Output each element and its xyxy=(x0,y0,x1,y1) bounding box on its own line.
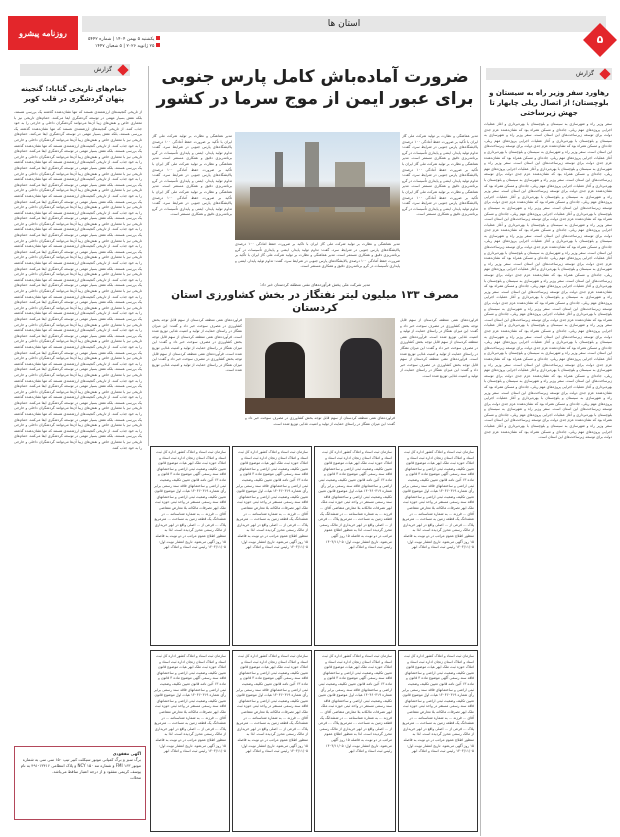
right-article-body: سفر وزیر راه و شهرسازی به سیستان و بلوچستان با بهره‌برداری و آغاز عملیات اجرایی پروژه‌های مهم ریلی، جاده‌ای و مسکن همراه بود که نشان‌دهنده عزم جدی دولت برای توسعه زیرساخت‌های این استان است. سفر وزیر راه و شهرسازی به سیستان و بلوچستان با بهره‌برداری و آغاز عملیات اجرایی پروژه‌های مهم ریلی، جاده‌ای و مسکن همراه بود که نشان‌دهنده عزم جدی دولت برای توسعه زیرساخت‌های این استان است. سفر وزیر راه و شهرسازی به سیستان و بلوچستان با بهره‌برداری و آغاز عملیات اجرایی پروژه‌های مهم ریلی، جاده‌ای و مسکن همراه بود که نشان‌دهنده عزم جدی دولت برای توسعه زیرساخت‌های این استان است. سفر وزیر راه و شهرسازی به سیستان و بلوچستان با بهره‌برداری و آغاز عملیات اجرایی پروژه‌های مهم ریلی، جاده‌ای و مسکن همراه بود که نشان‌دهنده عزم جدی دولت برای توسعه زیرساخت‌های این استان است. سفر وزیر راه و شهرسازی به سیستان و بلوچستان با بهره‌برداری و آغاز عملیات اجرایی پروژه‌های مهم ریلی، جاده‌ای و مسکن همراه بود که نشان‌دهنده عزم جدی دولت برای توسعه زیرساخت‌های این استان است. سفر وزیر راه و شهرسازی به سیستان و بلوچستان با بهره‌برداری و آغاز عملیات اجرایی پروژه‌های مهم ریلی، جاده‌ای و مسکن همراه بود که نشان‌دهنده عزم جدی دولت برای توسعه زیرساخت‌های این استان است. سفر وزیر راه و شهرسازی به سیستان و بلوچستان با بهره‌برداری و آغاز عملیات اجرایی پروژه‌های مهم ریلی، جاده‌ای و مسکن همراه بود که نشان‌دهنده عزم جدی دولت برای توسعه زیرساخت‌های این استان است. سفر وزیر راه و شهرسازی به سیستان و بلوچستان با بهره‌برداری و آغاز عملیات اجرایی پروژه‌های مهم ریلی، جاده‌ای و مسکن همراه بود که نشان‌دهنده عزم جدی دولت برای توسعه زیرساخت‌های این استان است. سفر وزیر راه و شهرسازی به سیستان و بلوچستان با بهره‌برداری و آغاز عملیات اجرایی پروژه‌های مهم ریلی، جاده‌ای و مسکن همراه بود که نشان‌دهنده عزم جدی دولت برای توسعه زیرساخت‌های این استان است. سفر وزیر راه و شهرسازی به سیستان و بلوچستان با بهره‌برداری و آغاز عملیات اجرایی پروژه‌های مهم ریلی، جاده‌ای و مسکن همراه بود که نشان‌دهنده عزم جدی دولت برای توسعه زیرساخت‌های این استان است. سفر وزیر راه و شهرسازی به سیستان و بلوچستان با بهره‌برداری و آغاز عملیات اجرایی پروژه‌های مهم ریلی، جاده‌ای و مسکن همراه بود که نشان‌دهنده عزم جدی دولت برای توسعه زیرساخت‌های این استان است. سفر وزیر راه و شهرسازی به سیستان و بلوچستان با بهره‌برداری و آغاز عملیات اجرایی پروژه‌های مهم ریلی، جاده‌ای و مسکن همراه بود که نشان‌دهنده عزم جدی دولت برای توسعه زیرساخت‌های این استان است. سفر وزیر راه و شهرسازی به سیستان و بلوچستان با بهره‌برداری و آغاز عملیات اجرایی پروژه‌های مهم ریلی، جاده‌ای و مسکن همراه بود که نشان‌دهنده عزم جدی دولت برای توسعه زیرساخت‌های این استان است. سفر وزیر راه و شهرسازی به سیستان و بلوچستان با بهره‌برداری و آغاز عملیات اجرایی پروژه‌های مهم ریلی، جاده‌ای و مسکن همراه بود که نشان‌دهنده عزم جدی دولت برای توسعه زیرساخت‌های این استان است. سفر وزیر راه و شهرسازی به سیستان و بلوچستان با بهره‌برداری و آغاز عملیات اجرایی پروژه‌های مهم ریلی، جاده‌ای و مسکن همراه بود که نشان‌دهنده عزم جدی دولت برای توسعه زیرساخت‌های این استان است. سفر وزیر راه و شهرسازی به سیستان و بلوچستان با بهره‌برداری و آغاز عملیات اجرایی پروژه‌های مهم ریلی، جاده‌ای و مسکن همراه بود که نشان‌دهنده عزم جدی دولت برای توسعه زیرساخت‌های این استان است. سفر وزیر راه و شهرسازی به سیستان و بلوچستان با بهره‌برداری و آغاز عملیات اجرایی پروژه‌های مهم ریلی، جاده‌ای و مسکن همراه بود که نشان‌دهنده عزم جدی دولت برای توسعه زیرساخت‌های این استان است. سفر وزیر راه و شهرسازی به سیستان و بلوچستان با بهره‌برداری و آغاز عملیات اجرایی پروژه‌های مهم ریلی، جاده‌ای و مسکن همراه بود که نشان‌دهنده عزم جدی دولت برای توسعه زیرساخت‌های این استان است. سفر وزیر راه و شهرسازی به سیستان و بلوچستان با بهره‌برداری و آغاز عملیات اجرایی پروژه‌های مهم ریلی، جاده‌ای و مسکن همراه بود که نشان‌دهنده عزم جدی دولت برای توسعه زیرساخت‌های این استان است. سفر وزیر راه و شهرسازی به سیستان و بلوچستان با بهره‌برداری و آغاز عملیات اجرایی پروژه‌های مهم ریلی، جاده‌ای و مسکن همراه بود که نشان‌دهنده عزم جدی دولت برای توسعه زیرساخت‌های این استان است. سفر وزیر راه و شهرسازی به سیستان و بلوچستان با بهره‌برداری و آغاز عملیات اجرایی پروژه‌های مهم ریلی، جاده‌ای و مسکن همراه بود که نشان‌دهنده عزم جدی دولت برای توسعه زیرساخت‌های این استان است. سفر وزیر راه و شهرسازی به سیستان و بلوچستان با بهره‌برداری و آغاز عملیات اجرایی پروژه‌های مهم ریلی، جاده‌ای و مسکن همراه بود که نشان‌دهنده عزم جدی دولت برای توسعه زیرساخت‌های این استان است. xyxy=(484,122,612,440)
second-article-body-col2: فرآورده‌های نفتی منطقه کردستان از سهم قابل توجه بخش کشاورزی در مصرف سوخت خبر داد و گفت: این میزان نفتگاز در راستای حمایت از تولید و امنیت غذایی توزیع شده است. xyxy=(245,416,395,426)
legal-notice: سازمان ثبت اسناد و املاک کشور اداره کل ثبت اسناد و املاک استان زنجان اداره ثبت اسناد و املاک حوزه ثبت ملک ابهر هیات موضوع قانون تعیین تکلیف وضعیت ثبتی اراضی و ساختمانهای فاقد سند رسمی آگهی موضوع ماده ۳ قانون و ماده ۱۳ آئین نامه قانون تعیین تکلیف وضعیت ثبتی اراضی و ساختمانهای فاقد سند رسمی برابر رأی شماره ۱۴۰۴۶۰۳۱۹ هیات اول موضوع قانون تعیین تکلیف وضعیت ثبتی اراضی و ساختمانهای فاقد سند رسمی مستقر در واحد ثبتی حوزه ثبت ملک ابهر تصرفات مالکانه بلا معارض متقاضی آقای ... فرزند ... به شماره شناسنامه ... در ششدانگ یک قطعه زمین به مساحت ... مترمربع پلاک ... فرعی از ... اصلی واقع در ابهر خریداری از مالک رسمی محرز گردیده است. لذا به منظور اطلاع عموم مراتب در دو نوبت به فاصله ۱۵ روز آگهی می‌شود. تاریخ انتشار نوبت اول: ۱۴۰۴/۱۱/۰۵ رئیس ثبت اسناد و املاک ابهر xyxy=(232,650,312,832)
legal-notice: سازمان ثبت اسناد و املاک کشور اداره کل ثبت اسناد و املاک استان زنجان اداره ثبت اسناد و املاک حوزه ثبت ملک ابهر هیات موضوع قانون تعیین تکلیف وضعیت ثبتی اراضی و ساختمانهای فاقد سند رسمی آگهی موضوع ماده ۳ قانون و ماده ۱۳ آئین نامه قانون تعیین تکلیف وضعیت ثبتی اراضی و ساختمانهای فاقد سند رسمی برابر رأی شماره ۱۴۰۴۶۰۳۱۹ هیات اول موضوع قانون تعیین تکلیف وضعیت ثبتی اراضی و ساختمانهای فاقد سند رسمی مستقر در واحد ثبتی حوزه ثبت ملک ابهر تصرفات مالکانه بلا معارض متقاضی آقای ... فرزند ... به شماره شناسنامه ... در ششدانگ یک قطعه زمین به مساحت ... مترمربع پلاک ... فرعی از ... اصلی واقع در ابهر خریداری از مالک رسمی محرز گردیده است. لذا به منظور اطلاع عموم مراتب در دو نوبت به فاصله ۱۵ روز آگهی می‌شود. تاریخ انتشار نوبت اول: ۱۴۰۴/۱۱/۰۵ رئیس ثبت اسناد و املاک ابهر xyxy=(398,446,478,646)
page-number: ۵ xyxy=(596,33,604,46)
section-label: گزارش xyxy=(575,70,594,77)
diamond-icon xyxy=(117,64,128,75)
meeting-photo xyxy=(245,318,395,414)
main-article-body-col2: مدیر هماهنگی و نظارت بر تولید شرکت ملی گاز ایران با تأکید بر ضرورت حفظ آمادگی ۱۰۰ درصدی پالایشگاه‌های پارس جنوبی در شرایط سرد، گفت: تداوم تولید پایدار، ایمنی و پایداری تأسیسات در گرو برنامه‌ریزی دقیق و همکاری مستمر است. مدیر هماهنگی و نظارت بر تولید شرکت ملی گاز ایران با تأکید بر ضرورت حفظ آمادگی ۱۰۰ درصدی پالایشگاه‌های پارس جنوبی در شرایط سرد، گفت: تداوم تولید پایدار، ایمنی و پایداری تأسیسات در گرو برنامه‌ریزی دقیق و همکاری مستمر است. xyxy=(235,242,400,269)
main-article-body-col3: مدیر هماهنگی و نظارت بر تولید شرکت ملی گاز ایران با تأکید بر ضرورت حفظ آمادگی ۱۰۰ درصدی پالایشگاه‌های پارس جنوبی در شرایط سرد، گفت: تداوم تولید پایدار، ایمنی و پایداری تأسیسات در گرو برنامه‌ریزی دقیق و همکاری مستمر است. مدیر هماهنگی و نظارت بر تولید شرکت ملی گاز ایران با تأکید بر ضرورت حفظ آمادگی ۱۰۰ درصدی پالایشگاه‌های پارس جنوبی در شرایط سرد، گفت: تداوم تولید پایدار، ایمنی و پایداری تأسیسات در گرو برنامه‌ریزی دقیق و همکاری مستمر است. مدیر هماهنگی و نظارت بر تولید شرکت ملی گاز ایران با تأکید بر ضرورت حفظ آمادگی ۱۰۰ درصدی پالایشگاه‌های پارس جنوبی در شرایط سرد، گفت: تداوم تولید پایدار، ایمنی و پایداری تأسیسات در گرو برنامه‌ریزی دقیق و همکاری مستمر است. xyxy=(152,134,232,217)
legal-notice: سازمان ثبت اسناد و املاک کشور اداره کل ثبت اسناد و املاک استان زنجان اداره ثبت اسناد و املاک حوزه ثبت ملک ابهر هیات موضوع قانون تعیین تکلیف وضعیت ثبتی اراضی و ساختمانهای فاقد سند رسمی آگهی موضوع ماده ۳ قانون و ماده ۱۳ آئین نامه قانون تعیین تکلیف وضعیت ثبتی اراضی و ساختمانهای فاقد سند رسمی برابر رأی شماره ۱۴۰۴۶۰۳۱۹ هیات اول موضوع قانون تعیین تکلیف وضعیت ثبتی اراضی و ساختمانهای فاقد سند رسمی مستقر در واحد ثبتی حوزه ثبت ملک ابهر تصرفات مالکانه بلا معارض متقاضی آقای ... فرزند ... به شماره شناسنامه ... در ششدانگ یک قطعه زمین به مساحت ... مترمربع پلاک ... فرعی از ... اصلی واقع در ابهر خریداری از مالک رسمی محرز گردیده است. لذا به منظور اطلاع عموم مراتب در دو نوبت به فاصله ۱۵ روز آگهی می‌شود. تاریخ انتشار نوبت اول: ۱۴۰۴/۱۱/۰۵ رئیس ثبت اسناد و املاک ابهر xyxy=(314,446,396,646)
right-section-header xyxy=(486,68,612,80)
section-title: استان ها xyxy=(327,19,361,29)
main-article-body-col1: مدیر هماهنگی و نظارت بر تولید شرکت ملی گاز ایران با تأکید بر ضرورت حفظ آمادگی ۱۰۰ درصدی پالایشگاه‌های پارس جنوبی در شرایط سرد، گفت: تداوم تولید پایدار، ایمنی و پایداری تأسیسات در گرو برنامه‌ریزی دقیق و همکاری مستمر است. مدیر هماهنگی و نظارت بر تولید شرکت ملی گاز ایران با تأکید بر ضرورت حفظ آمادگی ۱۰۰ درصدی پالایشگاه‌های پارس جنوبی در شرایط سرد، گفت: تداوم تولید پایدار، ایمنی و پایداری تأسیسات در گرو برنامه‌ریزی دقیق و همکاری مستمر است. مدیر هماهنگی و نظارت بر تولید شرکت ملی گاز ایران با تأکید بر ضرورت حفظ آمادگی ۱۰۰ درصدی پالایشگاه‌های پارس جنوبی در شرایط سرد، گفت: تداوم تولید پایدار، ایمنی و پایداری تأسیسات در گرو برنامه‌ریزی دقیق و همکاری مستمر است. xyxy=(402,134,478,217)
date-line: ۲۵ ژانویه ۲۰۲۶ | ۵ شعبان ۱۴۴۷ xyxy=(95,44,155,49)
issue-date xyxy=(88,36,160,50)
page-number-badge xyxy=(583,23,617,57)
legal-notice: سازمان ثبت اسناد و املاک کشور اداره کل ثبت اسناد و املاک استان زنجان اداره ثبت اسناد و املاک حوزه ثبت ملک ابهر هیات موضوع قانون تعیین تکلیف وضعیت ثبتی اراضی و ساختمانهای فاقد سند رسمی آگهی موضوع ماده ۳ قانون و ماده ۱۳ آئین نامه قانون تعیین تکلیف وضعیت ثبتی اراضی و ساختمانهای فاقد سند رسمی برابر رأی شماره ۱۴۰۴۶۰۳۱۹ هیات اول موضوع قانون تعیین تکلیف وضعیت ثبتی اراضی و ساختمانهای فاقد سند رسمی مستقر در واحد ثبتی حوزه ثبت ملک ابهر تصرفات مالکانه بلا معارض متقاضی آقای ... فرزند ... به شماره شناسنامه ... در ششدانگ یک قطعه زمین به مساحت ... مترمربع پلاک ... فرعی از ... اصلی واقع در ابهر خریداری از مالک رسمی محرز گردیده است. لذا به منظور اطلاع عموم مراتب در دو نوبت به فاصله ۱۵ روز آگهی می‌شود. تاریخ انتشار نوبت اول: ۱۴۰۴/۱۱/۰۵ رئیس ثبت اسناد و املاک ابهر xyxy=(398,650,478,832)
main-headline: ضرورت آماده‌باش کامل پارس جنوبی برای عبور ایمن از موج سرما در کشور xyxy=(156,67,474,109)
second-kicker: مدیر شرکت ملی پخش فرآورده‌های نفتی منطقه کردستان خبر داد: xyxy=(259,282,371,287)
diamond-icon xyxy=(599,68,610,79)
left-section-header xyxy=(20,64,130,76)
refinery-photo xyxy=(235,132,400,240)
section-bar xyxy=(82,16,606,32)
ad-body: برگ سبز و برگ کمپانی موتور سیکلت کبیر تیپ ۱۵۰ سی سی به شماره موتور FMI ۱۶۳ و شماره تنه NCY ۱۵۰ و پلاک انتظامی ۱۳۴۱۶-۴۹۱ به نام یوسف کریمی مفقود و از درجه اعتبار ساقط می‌باشد. xyxy=(20,757,141,774)
newspaper-logo xyxy=(8,16,78,50)
date-line: یکشنبه ۵ بهمن ۱۴۰۴ | شماره ۵۴۴۲ xyxy=(88,37,155,42)
second-article-body-col1: فرآورده‌های نفتی منطقه کردستان از سهم قابل توجه بخش کشاورزی در مصرف سوخت خبر داد و گفت: این میزان نفتگاز در راستای حمایت از تولید و امنیت غذایی توزیع شده است. فرآورده‌های نفتی منطقه کردستان از سهم قابل توجه بخش کشاورزی در مصرف سوخت خبر داد و گفت: این میزان نفتگاز در راستای حمایت از تولید و امنیت غذایی توزیع شده است. فرآورده‌های نفتی منطقه کردستان از سهم قابل توجه بخش کشاورزی در مصرف سوخت خبر داد و گفت: این میزان نفتگاز در راستای حمایت از تولید و امنیت غذایی توزیع شده است. xyxy=(400,318,478,378)
second-article-body-col3: فرآورده‌های نفتی منطقه کردستان از سهم قابل توجه بخش کشاورزی در مصرف سوخت خبر داد و گفت: این میزان نفتگاز در راستای حمایت از تولید و امنیت غذایی توزیع شده است. فرآورده‌های نفتی منطقه کردستان از سهم قابل توجه بخش کشاورزی در مصرف سوخت خبر داد و گفت: این میزان نفتگاز در راستای حمایت از تولید و امنیت غذایی توزیع شده است. فرآورده‌های نفتی منطقه کردستان از سهم قابل توجه بخش کشاورزی در مصرف سوخت خبر داد و گفت: این میزان نفتگاز در راستای حمایت از تولید و امنیت غذایی توزیع شده است. xyxy=(152,318,242,373)
right-headline: رهاورد سفر وزیر راه به سیستان و بلوچستان؛ از اتصال ریلی چابهار تا جهش زیرساختی xyxy=(489,89,609,117)
legal-notice: سازمان ثبت اسناد و املاک کشور اداره کل ثبت اسناد و املاک استان زنجان اداره ثبت اسناد و املاک حوزه ثبت ملک ابهر هیات موضوع قانون تعیین تکلیف وضعیت ثبتی اراضی و ساختمانهای فاقد سند رسمی آگهی موضوع ماده ۳ قانون و ماده ۱۳ آئین نامه قانون تعیین تکلیف وضعیت ثبتی اراضی و ساختمانهای فاقد سند رسمی برابر رأی شماره ۱۴۰۴۶۰۳۱۹ هیات اول موضوع قانون تعیین تکلیف وضعیت ثبتی اراضی و ساختمانهای فاقد سند رسمی مستقر در واحد ثبتی حوزه ثبت ملک ابهر تصرفات مالکانه بلا معارض متقاضی آقای ... فرزند ... به شماره شناسنامه ... در ششدانگ یک قطعه زمین به مساحت ... مترمربع پلاک ... فرعی از ... اصلی واقع در ابهر خریداری از مالک رسمی محرز گردیده است. لذا به منظور اطلاع عموم مراتب در دو نوبت به فاصله ۱۵ روز آگهی می‌شود. تاریخ انتشار نوبت اول: ۱۴۰۴/۱۱/۰۵ رئیس ثبت اسناد و املاک ابهر xyxy=(150,650,230,832)
legal-notice: سازمان ثبت اسناد و املاک کشور اداره کل ثبت اسناد و املاک استان زنجان اداره ثبت اسناد و املاک حوزه ثبت ملک ابهر هیات موضوع قانون تعیین تکلیف وضعیت ثبتی اراضی و ساختمانهای فاقد سند رسمی آگهی موضوع ماده ۳ قانون و ماده ۱۳ آئین نامه قانون تعیین تکلیف وضعیت ثبتی اراضی و ساختمانهای فاقد سند رسمی برابر رأی شماره ۱۴۰۴۶۰۳۱۹ هیات اول موضوع قانون تعیین تکلیف وضعیت ثبتی اراضی و ساختمانهای فاقد سند رسمی مستقر در واحد ثبتی حوزه ثبت ملک ابهر تصرفات مالکانه بلا معارض متقاضی آقای ... فرزند ... به شماره شناسنامه ... در ششدانگ یک قطعه زمین به مساحت ... مترمربع پلاک ... فرعی از ... اصلی واقع در ابهر خریداری از مالک رسمی محرز گردیده است. لذا به منظور اطلاع عموم مراتب در دو نوبت به فاصله ۱۵ روز آگهی می‌شود. تاریخ انتشار نوبت اول: ۱۴۰۴/۱۱/۰۵ رئیس ثبت اسناد و املاک ابهر xyxy=(232,446,312,646)
section-label: گزارش xyxy=(93,66,112,73)
ad-place: محلات xyxy=(130,775,141,780)
lost-notice-ad xyxy=(14,746,146,820)
legal-notice: سازمان ثبت اسناد و املاک کشور اداره کل ثبت اسناد و املاک استان زنجان اداره ثبت اسناد و املاک حوزه ثبت ملک ابهر هیات موضوع قانون تعیین تکلیف وضعیت ثبتی اراضی و ساختمانهای فاقد سند رسمی آگهی موضوع ماده ۳ قانون و ماده ۱۳ آئین نامه قانون تعیین تکلیف وضعیت ثبتی اراضی و ساختمانهای فاقد سند رسمی برابر رأی شماره ۱۴۰۴۶۰۳۱۹ هیات اول موضوع قانون تعیین تکلیف وضعیت ثبتی اراضی و ساختمانهای فاقد سند رسمی مستقر در واحد ثبتی حوزه ثبت ملک ابهر تصرفات مالکانه بلا معارض متقاضی آقای ... فرزند ... به شماره شناسنامه ... در ششدانگ یک قطعه زمین به مساحت ... مترمربع پلاک ... فرعی از ... اصلی واقع در ابهر خریداری از مالک رسمی محرز گردیده است. لذا به منظور اطلاع عموم مراتب در دو نوبت به فاصله ۱۵ روز آگهی می‌شود. تاریخ انتشار نوبت اول: ۱۴۰۴/۱۱/۰۵ رئیس ثبت اسناد و املاک ابهر xyxy=(314,650,396,832)
left-headline: حمام‌های تاریخی گناباد؛ گنجینه پنهان گردشگری در قلب کویر xyxy=(21,85,127,103)
legal-notice: سازمان ثبت اسناد و املاک کشور اداره کل ثبت اسناد و املاک استان زنجان اداره ثبت اسناد و املاک حوزه ثبت ملک ابهر هیات موضوع قانون تعیین تکلیف وضعیت ثبتی اراضی و ساختمانهای فاقد سند رسمی آگهی موضوع ماده ۳ قانون و ماده ۱۳ آئین نامه قانون تعیین تکلیف وضعیت ثبتی اراضی و ساختمانهای فاقد سند رسمی برابر رأی شماره ۱۴۰۴۶۰۳۱۹ هیات اول موضوع قانون تعیین تکلیف وضعیت ثبتی اراضی و ساختمانهای فاقد سند رسمی مستقر در واحد ثبتی حوزه ثبت ملک ابهر تصرفات مالکانه بلا معارض متقاضی آقای ... فرزند ... به شماره شناسنامه ... در ششدانگ یک قطعه زمین به مساحت ... مترمربع پلاک ... فرعی از ... اصلی واقع در ابهر خریداری از مالک رسمی محرز گردیده است. لذا به منظور اطلاع عموم مراتب در دو نوبت به فاصله ۱۵ روز آگهی می‌شود. تاریخ انتشار نوبت اول: ۱۴۰۴/۱۱/۰۵ رئیس ثبت اسناد و املاک ابهر xyxy=(150,446,230,646)
ad-title: آگهی مفقودی xyxy=(112,751,141,756)
logo-text: روزنامه پیشرو xyxy=(19,28,67,38)
left-article-body: از تاریخی گنجینه‌های ارزشمندی هستند که تنها نشان‌دهنده گذشته یک بررسی هستند، بلکه نقش بسیار مهمی در توسعه گردشگری ایفا می‌کنند. حمام‌های تاریخی نیز با معماری خاص و نقش‌های زیبا آن‌ها می‌توانند گردشگران داخلی و خارجی را به خود جذب کنند. از تاریخی گنجینه‌های ارزشمندی هستند که تنها نشان‌دهنده گذشته یک بررسی هستند، بلکه نقش بسیار مهمی در توسعه گردشگری ایفا می‌کنند. حمام‌های تاریخی نیز با معماری خاص و نقش‌های زیبا آن‌ها می‌توانند گردشگران داخلی و خارجی را به خود جذب کنند. از تاریخی گنجینه‌های ارزشمندی هستند که تنها نشان‌دهنده گذشته یک بررسی هستند، بلکه نقش بسیار مهمی در توسعه گردشگری ایفا می‌کنند. حمام‌های تاریخی نیز با معماری خاص و نقش‌های زیبا آن‌ها می‌توانند گردشگران داخلی و خارجی را به خود جذب کنند. از تاریخی گنجینه‌های ارزشمندی هستند که تنها نشان‌دهنده گذشته یک بررسی هستند، بلکه نقش بسیار مهمی در توسعه گردشگری ایفا می‌کنند. حمام‌های تاریخی نیز با معماری خاص و نقش‌های زیبا آن‌ها می‌توانند گردشگران داخلی و خارجی را به خود جذب کنند. از تاریخی گنجینه‌های ارزشمندی هستند که تنها نشان‌دهنده گذشته یک بررسی هستند، بلکه نقش بسیار مهمی در توسعه گردشگری ایفا می‌کنند. حمام‌های تاریخی نیز با معماری خاص و نقش‌های زیبا آن‌ها می‌توانند گردشگران داخلی و خارجی را به خود جذب کنند. از تاریخی گنجینه‌های ارزشمندی هستند که تنها نشان‌دهنده گذشته یک بررسی هستند، بلکه نقش بسیار مهمی در توسعه گردشگری ایفا می‌کنند. حمام‌های تاریخی نیز با معماری خاص و نقش‌های زیبا آن‌ها می‌توانند گردشگران داخلی و خارجی را به خود جذب کنند. از تاریخی گنجینه‌های ارزشمندی هستند که تنها نشان‌دهنده گذشته یک بررسی هستند، بلکه نقش بسیار مهمی در توسعه گردشگری ایفا می‌کنند. حمام‌های تاریخی نیز با معماری خاص و نقش‌های زیبا آن‌ها می‌توانند گردشگران داخلی و خارجی را به خود جذب کنند. از تاریخی گنجینه‌های ارزشمندی هستند که تنها نشان‌دهنده گذشته یک بررسی هستند، بلکه نقش بسیار مهمی در توسعه گردشگری ایفا می‌کنند. حمام‌های تاریخی نیز با معماری خاص و نقش‌های زیبا آن‌ها می‌توانند گردشگران داخلی و خارجی را به خود جذب کنند. از تاریخی گنجینه‌های ارزشمندی هستند که تنها نشان‌دهنده گذشته یک بررسی هستند، بلکه نقش بسیار مهمی در توسعه گردشگری ایفا می‌کنند. حمام‌های تاریخی نیز با معماری خاص و نقش‌های زیبا آن‌ها می‌توانند گردشگران داخلی و خارجی را به خود جذب کنند. از تاریخی گنجینه‌های ارزشمندی هستند که تنها نشان‌دهنده گذشته یک بررسی هستند، بلکه نقش بسیار مهمی در توسعه گردشگری ایفا می‌کنند. حمام‌های تاریخی نیز با معماری خاص و نقش‌های زیبا آن‌ها می‌توانند گردشگران داخلی و خارجی را به خود جذب کنند. از تاریخی گنجینه‌های ارزشمندی هستند که تنها نشان‌دهنده گذشته یک بررسی هستند، بلکه نقش بسیار مهمی در توسعه گردشگری ایفا می‌کنند. حمام‌های تاریخی نیز با معماری خاص و نقش‌های زیبا آن‌ها می‌توانند گردشگران داخلی و خارجی را به خود جذب کنند. از تاریخی گنجینه‌های ارزشمندی هستند که تنها نشان‌دهنده گذشته یک بررسی هستند، بلکه نقش بسیار مهمی در توسعه گردشگری ایفا می‌کنند. حمام‌های تاریخی نیز با معماری خاص و نقش‌های زیبا آن‌ها می‌توانند گردشگران داخلی و خارجی را به خود جذب کنند. از تاریخی گنجینه‌های ارزشمندی هستند که تنها نشان‌دهنده گذشته یک بررسی هستند، بلکه نقش بسیار مهمی در توسعه گردشگری ایفا می‌کنند. حمام‌های تاریخی نیز با معماری خاص و نقش‌های زیبا آن‌ها می‌توانند گردشگران داخلی و خارجی را به خود جذب کنند. از تاریخی گنجینه‌های ارزشمندی هستند که تنها نشان‌دهنده گذشته یک بررسی هستند، بلکه نقش بسیار مهمی در توسعه گردشگری ایفا می‌کنند. حمام‌های تاریخی نیز با معماری خاص و نقش‌های زیبا آن‌ها می‌توانند گردشگران داخلی و خارجی را به خود جذب کنند. از تاریخی گنجینه‌های ارزشمندی هستند که تنها نشان‌دهنده گذشته یک بررسی هستند، بلکه نقش بسیار مهمی در توسعه گردشگری ایفا می‌کنند. حمام‌های تاریخی نیز با معماری خاص و نقش‌های زیبا آن‌ها می‌توانند گردشگران داخلی و خارجی را به خود جذب کنند. از تاریخی گنجینه‌های ارزشمندی هستند که تنها نشان‌دهنده گذشته یک بررسی هستند، بلکه نقش بسیار مهمی در توسعه گردشگری ایفا می‌کنند. حمام‌های تاریخی نیز با معماری خاص و نقش‌های زیبا آن‌ها می‌توانند گردشگران داخلی و خارجی را به خود جذب کنند. از تاریخی گنجینه‌های ارزشمندی هستند که تنها نشان‌دهنده گذشته یک بررسی هستند، بلکه نقش بسیار مهمی در توسعه گردشگری ایفا می‌کنند. حمام‌های تاریخی نیز با معماری خاص و نقش‌های زیبا آن‌ها می‌توانند گردشگران داخلی و خارجی را به خود جذب کنند. از تاریخی گنجینه‌های ارزشمندی هستند که تنها نشان‌دهنده گذشته یک بررسی هستند، بلکه نقش بسیار مهمی در توسعه گردشگری ایفا می‌کنند. حمام‌های تاریخی نیز با معماری خاص و نقش‌های زیبا آن‌ها می‌توانند گردشگران داخلی و خارجی را به خود جذب کنند. از تاریخی گنجینه‌های ارزشمندی هستند که تنها نشان‌دهنده گذشته یک بررسی هستند، بلکه نقش بسیار مهمی در توسعه گردشگری ایفا می‌کنند. حمام‌های تاریخی نیز با معماری خاص و نقش‌های زیبا آن‌ها می‌توانند گردشگران داخلی و خارجی را به خود جذب کنند. از تاریخی گنجینه‌های ارزشمندی هستند که تنها نشان‌دهنده گذشته یک بررسی هستند، بلکه نقش بسیار مهمی در توسعه گردشگری ایفا می‌کنند. حمام‌های تاریخی نیز با معماری خاص و نقش‌های زیبا آن‌ها می‌توانند گردشگران داخلی و خارجی را به خود جذب کنند. xyxy=(14,110,142,450)
second-headline: مصرف ۱۳۳ میلیون لیتر نفتگاز در بخش کشاورزی استان کردستان xyxy=(171,289,459,314)
